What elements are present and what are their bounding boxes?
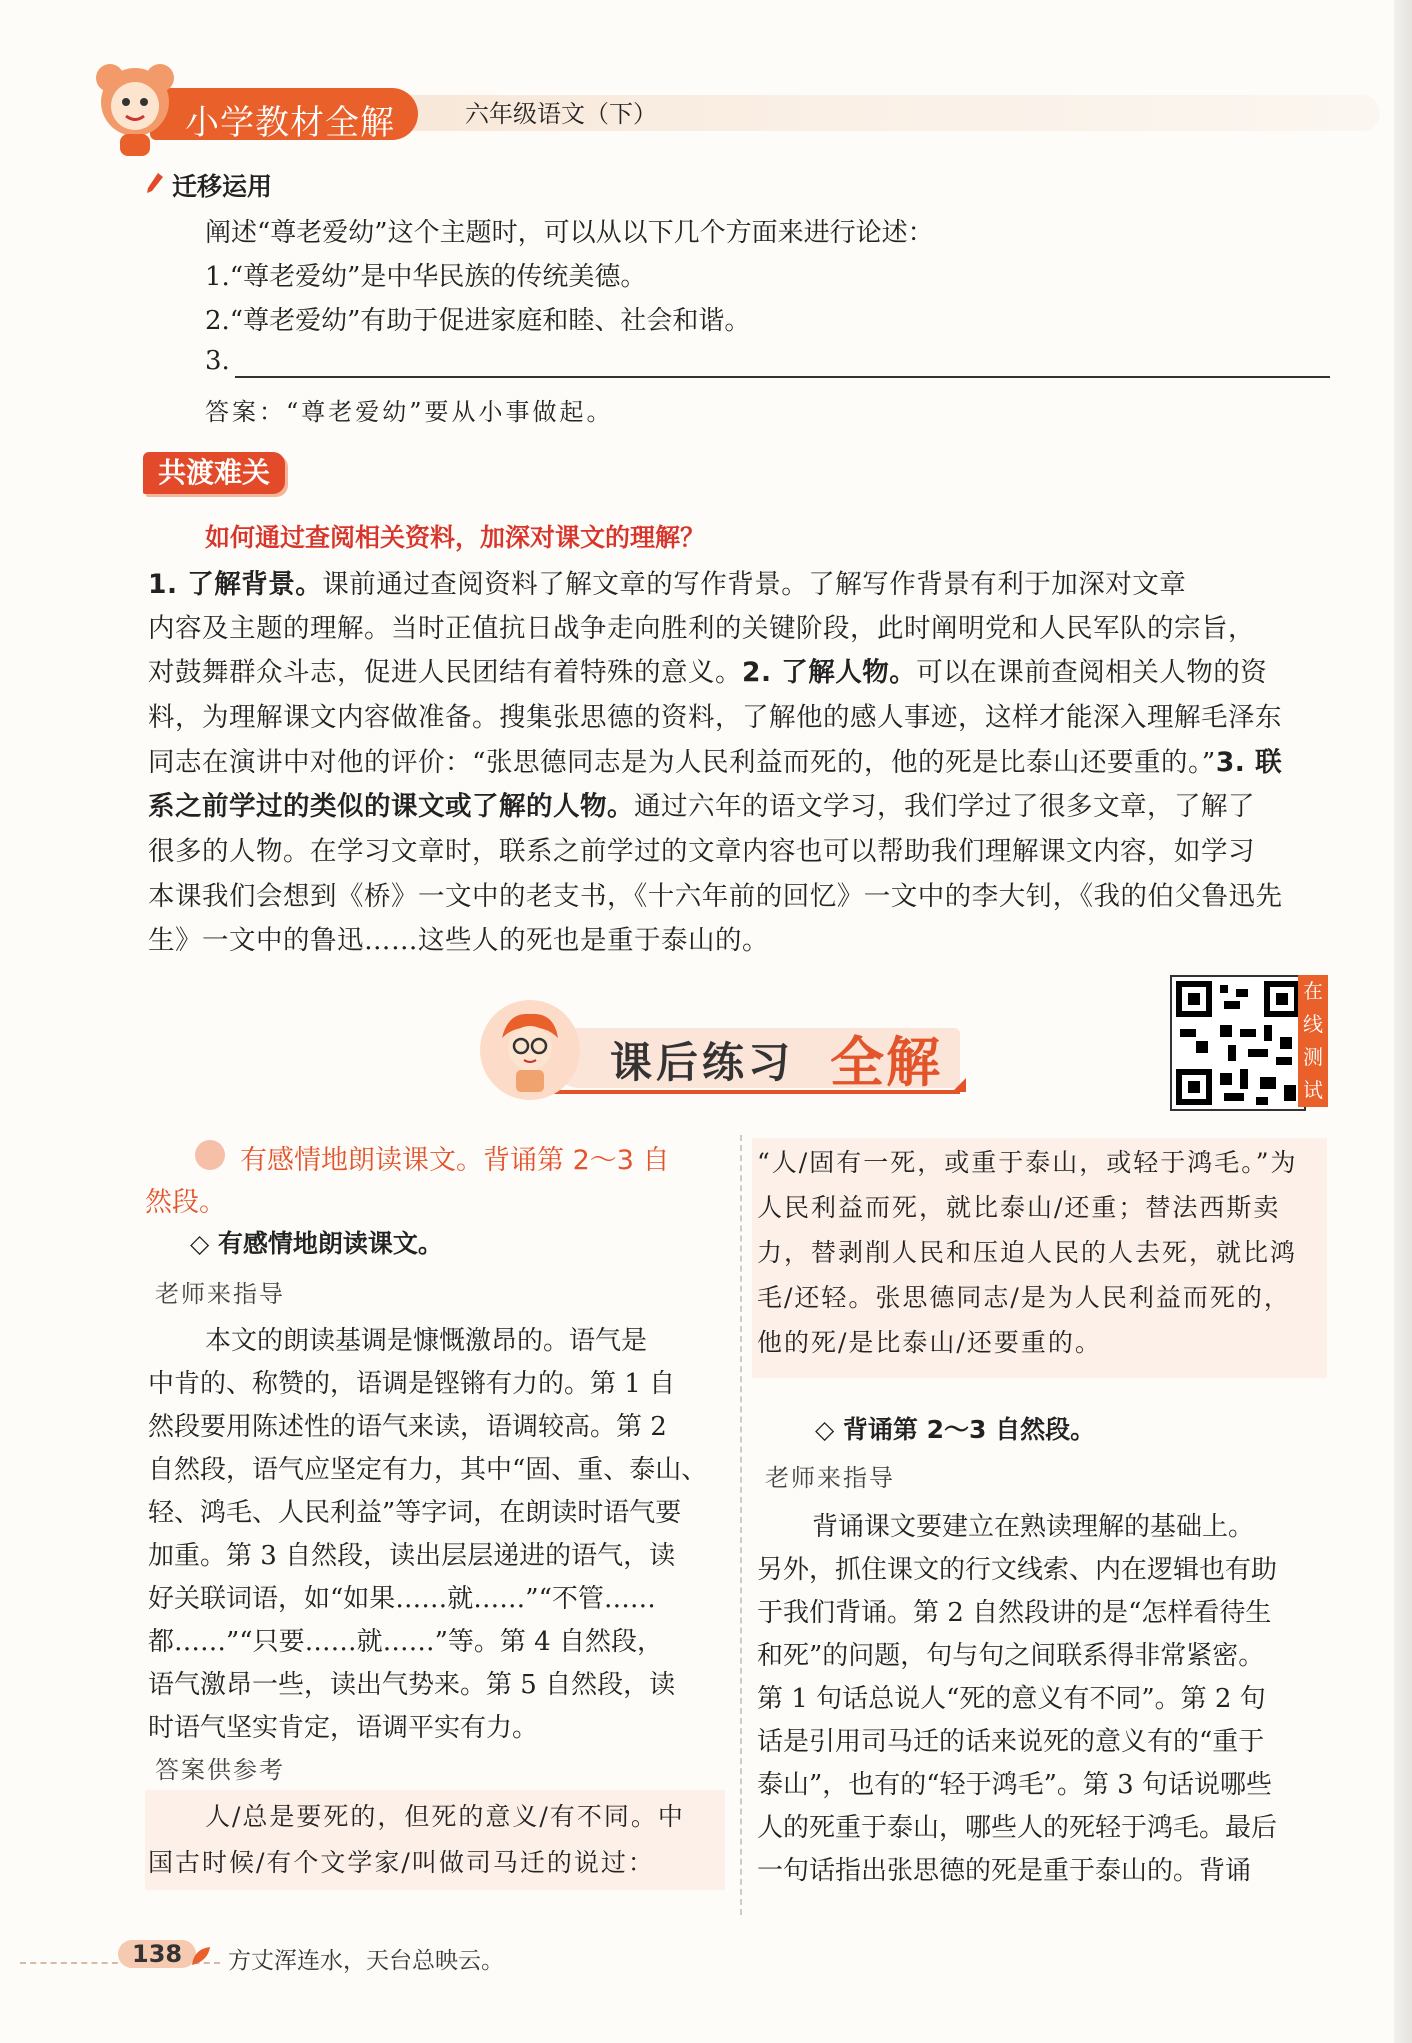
answer-line: “人/固有一死，或重于泰山，或轻于鸿毛。”为	[757, 1148, 1298, 1177]
pencil-icon	[146, 172, 164, 194]
exercise-task-cont: 然段。	[145, 1187, 226, 1218]
guide-line: 泰山”，也有的“轻于鸿毛”。第 3 句话说哪些	[757, 1770, 1272, 1800]
bold-heading: 1. 了解背景。	[148, 569, 323, 600]
answer-line: 力，替剥削人民和压迫人民的人去死，就比鸿	[757, 1238, 1298, 1267]
answer-line: 人/总是要死的，但死的意义/有不同。中	[205, 1802, 685, 1831]
task-icon	[195, 1140, 225, 1170]
guide-line: 第 1 句话总说人“死的意义有不同”。第 2 句	[757, 1684, 1266, 1714]
transfer-answer: 答案：“尊老爱幼”要从小事做起。	[205, 398, 614, 426]
column-divider	[740, 1135, 742, 1915]
guide-line: 轻、鸿毛、人民利益”等字词，在朗读时语气要	[148, 1498, 682, 1528]
footer-motto: 方丈浑连水，天台总映云。	[228, 1948, 504, 1974]
answer-line: 他的死/是比泰山/还要重的。	[757, 1328, 1102, 1357]
transfer-line: 1.“尊老爱幼”是中华民族的传统美德。	[205, 262, 647, 292]
para-text: 可以在课前查阅相关人物的资	[916, 657, 1268, 688]
guide-line: 自然段，语气应坚定有力，其中“固、重、泰山、	[148, 1455, 708, 1485]
para-line: 生》一文中的鲁迅……这些人的死也是重于泰山的。	[148, 925, 769, 956]
leaf-icon	[190, 1945, 212, 1967]
para-text: 对鼓舞群众斗志，促进人民团结有着特殊的意义。	[148, 657, 742, 688]
guide-line: 好关联词语，如“如果……就……”“不管……	[148, 1584, 656, 1614]
page-number: 138	[118, 1940, 196, 1968]
guide-line: 另外，抓住课文的行文线索、内在逻辑也有助	[757, 1555, 1278, 1585]
guide-line: 然段要用陈述性的语气来读，语调较高。第 2	[148, 1412, 667, 1442]
answer-line: 国古时候/有个文学家/叫做司马迁的说过：	[148, 1848, 655, 1877]
header-subtitle: 六年级语文（下）	[465, 100, 657, 128]
guide-line: 都……”“只要……就……”等。第 4 自然段，	[148, 1627, 663, 1657]
guide-line: 背诵课文要建立在熟读理解的基础上。	[812, 1512, 1255, 1542]
mascot-icon	[80, 60, 190, 160]
guide-line: 本文的朗读基调是慷慨激昂的。语气是	[205, 1326, 648, 1356]
banner-triangle	[952, 1078, 966, 1092]
para-text: 课前通过查阅资料了解文章的写作背景。了解写作背景有利于加深对文章	[322, 569, 1187, 600]
difficulty-question: 如何通过查阅相关资料，加深对课文的理解？	[205, 523, 706, 552]
guide-line: 加重。第 3 自然段，读出层层递进的语气，读	[148, 1541, 676, 1571]
para-text: 通过六年的语文学习，我们学过了很多文章，了解了	[634, 791, 1255, 822]
transfer-line: 2.“尊老爱幼”有助于促进家庭和睦、社会和谐。	[205, 306, 751, 336]
banner-title-accent: 全解	[830, 1031, 942, 1094]
banner-title: 课后练习	[610, 1038, 795, 1087]
para-line	[148, 784, 1255, 823]
tag-char: 试	[1303, 1078, 1323, 1102]
bold-heading: 2. 了解人物。	[742, 657, 917, 688]
answer-line: 人民利益而死，就比泰山/还重；替法西斯卖	[757, 1193, 1281, 1222]
guide-line: 一句话指出张思德的死是重于泰山的。背诵	[757, 1856, 1252, 1886]
boy-mascot-icon	[488, 1008, 572, 1094]
page-header	[20, 60, 1380, 143]
guide-line: 人的死重于泰山，哪些人的死轻于鸿毛。最后	[757, 1813, 1278, 1843]
section-title-transfer: 迁移运用	[172, 172, 273, 201]
bold-heading: 系之前学过的类似的课文或了解的人物。	[148, 791, 634, 822]
tag-char: 线	[1303, 1012, 1323, 1036]
transfer-line: 3.	[205, 346, 230, 376]
transfer-line: 阐述“尊老爱幼”这个主题时，可以从以下几个方面来进行论述：	[205, 218, 934, 248]
para-line: 料，为理解课文内容做准备。搜集张思德的资料，了解他的感人事迹，这样才能深入理解毛泽东	[148, 702, 1282, 733]
para-line	[148, 650, 1267, 689]
online-test-tag[interactable]	[1298, 975, 1328, 1107]
tag-char: 测	[1303, 1045, 1323, 1069]
guide-line: 话是引用司马迁的话来说死的意义有的“重于	[757, 1727, 1265, 1757]
para-line	[148, 740, 1282, 779]
para-line: 内容及主题的理解。当时正值抗日战争走向胜利的关键阶段，此时阐明党和人民军队的宗旨，	[148, 613, 1255, 644]
para-line	[148, 562, 1186, 601]
teacher-guide-label: 老师来指导	[155, 1280, 285, 1308]
answer-line: 毛/还轻。张思德同志/是为人民利益而死的，	[757, 1283, 1291, 1312]
guide-line: 和死”的问题，句与句之间联系得非常紧密。	[757, 1641, 1265, 1671]
difficulty-badge: 共渡难关	[143, 452, 285, 494]
section-banner	[480, 1000, 990, 1096]
page-edge	[1394, 0, 1412, 2043]
tag-char: 在	[1303, 979, 1323, 1003]
qr-code-icon[interactable]	[1170, 975, 1306, 1111]
fill-blank-line	[235, 376, 1330, 378]
guide-line: 语气激昂一些，读出气势来。第 5 自然段，读	[148, 1670, 676, 1700]
para-text: 同志在演讲中对他的评价：“张思德同志是为人民利益而死的，他的死是比泰山还要重的。”	[148, 747, 1216, 778]
sub-task-read: ◇ 有感情地朗读课文。	[190, 1229, 443, 1258]
brand-title: 小学教材全解	[185, 103, 395, 143]
answer-label: 答案供参考	[155, 1756, 285, 1784]
guide-line: 中肯的、称赞的，语调是铿锵有力的。第 1 自	[148, 1369, 676, 1399]
exercise-task: 有感情地朗读课文。背诵第 2～3 自	[240, 1145, 670, 1176]
guide-line: 时语气坚实肯定，语调平实有力。	[148, 1713, 539, 1743]
para-line: 很多的人物。在学习文章时，联系之前学过的文章内容也可以帮助我们理解课文内容，如学习	[148, 836, 1255, 867]
guide-line: 于我们背诵。第 2 自然段讲的是“怎样看待生	[757, 1598, 1272, 1628]
bold-heading: 3. 联	[1215, 747, 1283, 778]
sub-task-recite: ◇ 背诵第 2～3 自然段。	[815, 1415, 1096, 1444]
para-line: 本课我们会想到《桥》一文中的老支书，《十六年前的回忆》一文中的李大钊，《我的伯父鲁迅先	[148, 881, 1283, 912]
teacher-guide-label: 老师来指导	[765, 1464, 895, 1492]
